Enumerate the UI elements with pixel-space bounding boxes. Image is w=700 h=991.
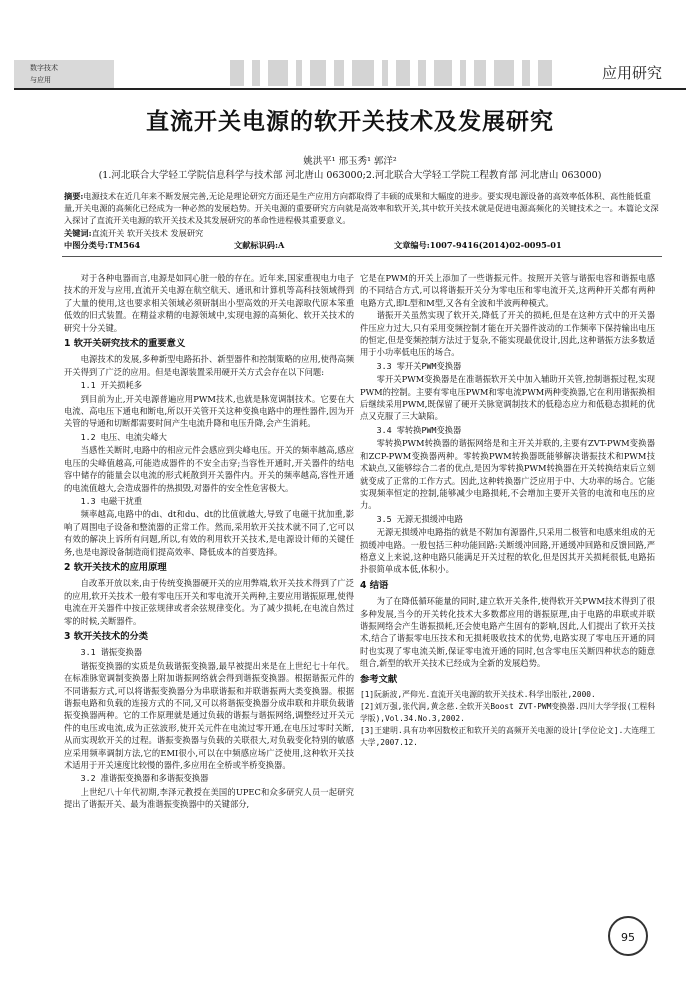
journal-name-line1: 数字技术 [30, 64, 58, 72]
body-paragraph: 电源技术的发展,多种新型电路拓扑、新型器件和控制策略的应用,使得高频开关得到了广泛的应用。但是电源装置采用硬开关方式会存在以下问题: [64, 354, 354, 377]
classification-row [64, 239, 660, 251]
body-paragraph: 零开关PWM变换器是在准谐振软开关中加入辅助开关管,控制谐振过程,实现PWM的控制。主要有零电压PWM和零电流PWM两种变换器,它在利用谐振换相后继续采用PWM,既保留了硬开关脉宽调制技术的低稳态应力和低稳态损耗的优点又克服了三大缺陷。 [360, 374, 655, 422]
abstract-block [64, 190, 660, 251]
keywords-label: 关键词: [64, 227, 92, 238]
section-heading: 1 软开关研究技术的重要意义 [64, 338, 186, 350]
subsection-heading: 1.2 电压、电流尖峰大 [80, 431, 167, 442]
body-paragraph: 为了在降低循环能量的同时,建立软开关条件,使得软开关PWM技术得到了很多种发展,当今的开关转化技术大多数都应用的谐振原理,由于电路的串联或并联谐振网络会产生谐振损耗,还会使电路产生固有的影响,因此,人们提出了软开关技术,结合了谐振零电压技术和无损耗吸收技术的优势,电路实现了零电压开通的同时也实现了零电流关断,保证零电流开通的同时,包含零电压关断四种状态的随意组合,新型的软开关技术已经成为全新的发展趋势。 [360, 596, 655, 669]
page-number: 95 [621, 931, 635, 944]
paper-authors: 姚洪平¹ 邢玉秀¹ 郭洋² [303, 156, 397, 167]
references-heading: 参考文献 [360, 673, 398, 685]
left-column [64, 272, 354, 811]
abstract-rule [62, 256, 662, 257]
right-column [360, 272, 655, 749]
body-paragraph: 谐振变换器的实质是负载谐振变换器,最早被提出来是在上世纪七十年代。在标准脉宽调制变换器上附加谐振网络就会得到谐振变换器。根据谐振元件的不同谐振方式,可以将谐振变换器分为串联谐振和并联谐振两大类变换器。根据谐振电路和负载的连接方式的不同,又可以将谐振变换器分成串联和并联负载谐振变换器两种。它的工作原理就是通过负载的谐振与谐振网络,调整经过开关元件的电压或电流,成为正弦波形,使开关元件在电流过零开通,在电压过零时关断,从而实现软开关的过程。谐振变换器与负载的关联很大,对负载变化特别的敏感应采用频率调制方法,它的EMI很小,可以在中频感应场广泛使用,这种软开关技术适用于开关速度比较慢的器件,多应用在全桥或半桥变换器。 [64, 660, 354, 771]
body-paragraph: 到目前为止,开关电源普遍应用PWM技术,也就是脉宽调制技术。它要在大电流、高电压下通电和断电,所以开关管开关这种变换电路中的理性器件,因为开关管的导通和切断都需要时间产生电流升降和电压升降,会产生消耗。 [64, 393, 354, 429]
keywords-text: 直流开关 软开关技术 发展研究 [91, 227, 204, 238]
subsection-heading: 3.3 零开关PWM变换器 [376, 360, 462, 371]
section-tag: 应用研究 [601, 64, 662, 82]
body-paragraph: 零转换PWM转换器的谐振网络是和主开关并联的,主要有ZVT-PWM变换器和ZCP-PWM变换器两种。零转换PWM转换器既能够解决谐振技术和PWM技术缺点,又能够综合二者的优点,是因为零转换PWM转换器在开关转换结束后立刻就变成了正常的工作方式。因此,这种转换器广泛应用于中、大功率的场合。它能实现频率恒定的控制,能够减少电路损耗,不会增加主要开关管的电流和电压的应力。 [360, 438, 655, 511]
subsection-heading: 1.1 开关损耗多 [80, 380, 143, 391]
header-rule [14, 88, 686, 90]
reference-item: [3]王建明.具有功率因数校正和软开关的高频开关电源的设计[学位论文].大连理工大学,2007.12. [360, 726, 655, 747]
body-paragraph: 自改革开放以来,由于传统变换器硬开关的应用弊端,软开关技术得到了广泛的应用,软开关技术一般有零电压开关和零电流开关两种,主要应用谐振原理,使得电流在开关器件中按正弦规律或者余弦规律变化。为了减少损耗,在电流自然过零的时候,关断器件。 [64, 578, 355, 626]
subsection-heading: 3.4 零转换PWM变换器 [376, 424, 462, 435]
reference-item: [2]刘万强,张代润,黄念慈.全软开关Boost ZVT-PWM变换器.四川大学学报(工程科学版),Vol.34.No.3,2002. [360, 702, 655, 723]
section-heading: 2 软开关技术的应用原理 [64, 561, 167, 573]
header-decoration [230, 60, 560, 86]
subsection-heading: 3.2 准谐振变换器和多谐振变换器 [80, 773, 209, 784]
subsection-heading: 3.1 谐振变换器 [80, 647, 143, 658]
intro-paragraph: 对于各种电器而言,电源是如同心脏一般的存在。近年来,国家重视电力电子技术的开发与应用,直流开关电源在航空航天、通讯和计算机等高科技领域得到了大量的使用,这也要求相关领域必须研制出小型高效的开关电源取代原本笨重低效的旧式装置。在精益求精的电源领域中,实现电源的高频化、软开关技术的研究十分关键。 [64, 273, 354, 333]
body-paragraph: 频率越高,电路中的di、dt和du、dt的比值就越大,导致了电磁干扰加重,影响了周围电子设备和整流器的正常工作。然而,采用软开关技术就不同了,它可以有效的解决上诉所有问题,所以,有效的利用软开关技术,是电源设计师的关键任务,也是电源设备制造商们提高效率、降低成本的首要选择。 [64, 509, 354, 557]
doc-code: 文献标识码:A [234, 239, 285, 250]
section-heading: 3 软开关技术的分类 [64, 630, 149, 642]
paper-affiliation: (1.河北联合大学轻工学院信息科学与技术部 河北唐山 063000;2.河北联合大学轻工学院工程教育部 河北唐山 063000) [98, 170, 602, 181]
body-paragraph: 当感性关断时,电路中的相应元件会感应到尖峰电压。开关的频率越高,感应电压的尖峰值越高,可能造成器件的不安全击穿;当容性开通时,开关器件的结电容中储存的能量会以电流的形式耗散到开关器件内。开关的频率越高,容性开通的电流值越大,会造成器件的热损毁,对器件的安全性危害极大。 [64, 445, 354, 493]
body-paragraph: 谐振开关虽然实现了软开关,降低了开关的损耗,但是在这种方式中的开关器件压应力过大,只有采用变频控制才能在开关器件波动的工作频率下保持输出电压的恒定,但是变频控制方法过于复杂,不能实现最优设计,因此,这种谐振方法多数适用于小功率低电压的场合。 [360, 310, 655, 358]
article-number: 文章编号:1007-9416(2014)02-0095-01 [394, 239, 562, 250]
page-header [0, 0, 700, 94]
clc-number: 中图分类号:TM564 [64, 239, 141, 250]
body-paragraph: 它是在PWM的开关上添加了一些谐振元件。按照开关管与谐振电容和谐振电感的不同结合方式,可以将谐振开关分为零电压和零电流开关,这两种开关都有两种电路方式,即L型和M型,又各有全波和半波两种模式。 [360, 273, 655, 308]
body-paragraph: 上世纪八十年代初期,李泽元教授在美国的UPEC和众多研究人员一起研究提出了谐振开关、最为准谐振变换器中的关键部分, [64, 786, 354, 810]
journal-logo [14, 60, 114, 88]
subsection-heading: 3.5 无源无损缓冲电路 [376, 513, 463, 524]
abstract-label: 摘要: [64, 191, 84, 201]
page-number-badge [608, 916, 648, 956]
subsection-heading: 1.3 电磁干扰重 [80, 495, 143, 506]
section-heading: 4 结语 [360, 579, 389, 591]
abstract-text: 电源技术在近几年来不断发展完善,无论是理论研究方面还是生产应用方向都取得了丰硕的成果和大幅度的进步。要实现电源设备的高效率低体积、高性能低重量,开关电源的高频化已经成为一种必然的发展趋势。开关电源的重要研究方向就是高效率和软开关,其中软开关技术就是促进电源高频化的关键技术之一。本篇论文深入探讨了直流开关电源的软开关技术及其发展研究的革命性进程极其重要意义。 [64, 191, 659, 226]
body-paragraph: 无源无损缓冲电路指的就是不附加有源器件,只采用二极管和电感来组成的无损缓冲电路。一般包括三种功能回路:关断缓冲回路,开通缓冲回路和反馈回路,严格意义上来说,这种电路只能满足开关过程的软化,但是因其开关损耗很低,电路拓扑很简单成本低,体积小。 [360, 527, 655, 575]
reference-item: [1]阮新波,严仰光.直流开关电源的软开关技术.科学出版社,2000. [360, 690, 596, 699]
paper-title: 直流开关电源的软开关技术及发展研究 [146, 108, 554, 135]
abstract [64, 190, 660, 227]
keywords [64, 227, 660, 239]
journal-name-line2: 与应用 [30, 76, 51, 84]
